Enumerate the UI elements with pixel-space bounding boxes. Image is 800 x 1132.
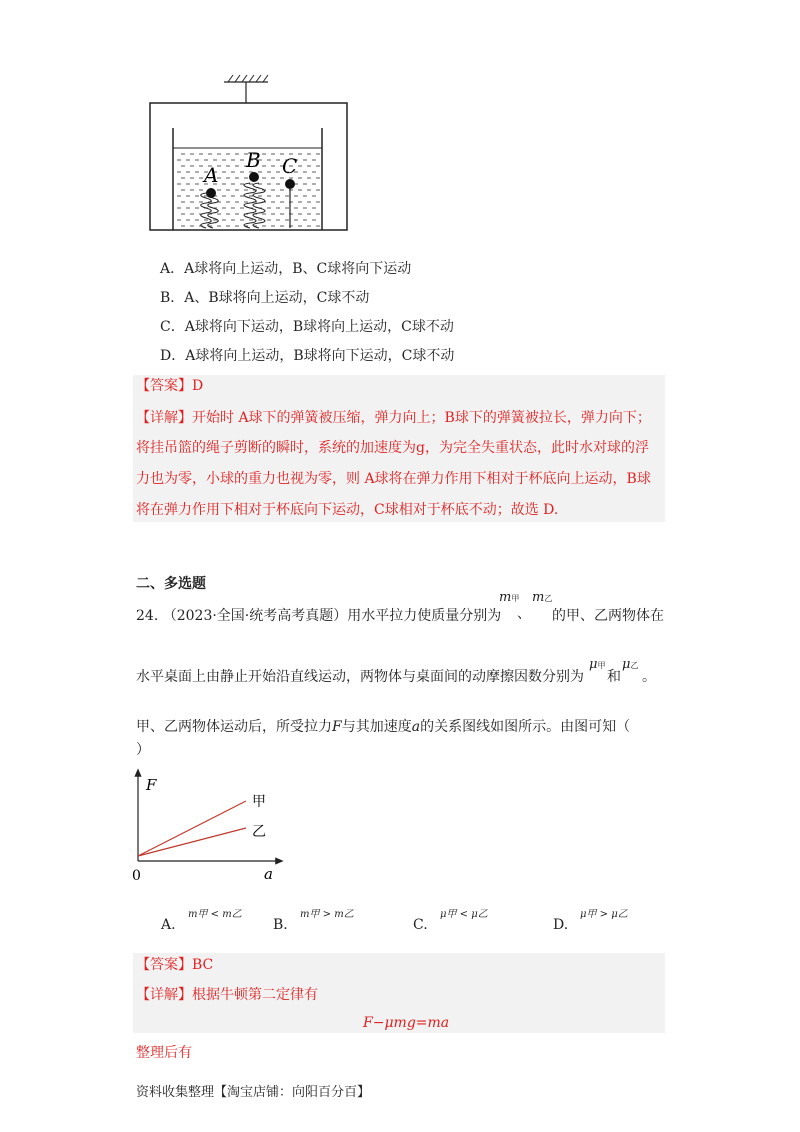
q24-line-1b: 的甲、乙两物体在 (552, 608, 664, 624)
q24-equation: F−μmg=ma (363, 1015, 450, 1031)
x-axis-label: a (264, 865, 273, 883)
label-a: A (204, 163, 219, 187)
m-yi: m乙 (532, 590, 553, 605)
section-title: 二、多选题 (136, 576, 206, 592)
q24-number: 24. (136, 608, 159, 624)
q23-detail-line-4: 将在弹力作用下相对于杯底向下运动，C球相对于杯底不动；故选 D. (136, 502, 559, 518)
origin-label: 0 (132, 868, 141, 884)
label-c: C (282, 154, 298, 178)
m-jia: m甲 (499, 590, 520, 605)
q23-option-d: D．A球将向上运动，B球将向下运动，C球不动 (160, 348, 455, 364)
q23-detail-line-2: 将挂吊篮的绳子剪断的瞬时，系统的加速度为g，为完全失重状态，此时水对球的浮 (136, 440, 649, 456)
sep: 、 (517, 606, 531, 622)
q24-line-2-end: 。 (642, 669, 656, 685)
q24-line-3: 甲、乙两物体运动后，所受拉力F与其加速度a的关系图线如图所示。由图可知（ (136, 719, 631, 735)
q24-line-2: 水平桌面上由静止开始沿直线运动，两物体与桌面间的动摩擦因数分别为 (136, 669, 584, 685)
y-axis-label: F (146, 776, 157, 794)
and-text: 和 (607, 669, 621, 685)
q23-answer: 【答案】D (136, 378, 204, 394)
mu-jia: μ甲 (589, 657, 606, 672)
line-label-yi: 乙 (252, 824, 266, 840)
force-acceleration-graph (128, 766, 288, 886)
label-b: B (246, 148, 261, 172)
footer: 资料收集整理【淘宝店铺：向阳百分百】 (136, 1085, 371, 1100)
line-jia (138, 801, 246, 856)
q23-option-a: A．A球将向上运动，B、C球将向下运动 (160, 261, 412, 277)
basket-figure (140, 70, 360, 240)
line-yi (138, 828, 246, 856)
q23-detail-line-1: 【详解】开始时 A球下的弹簧被压缩，弹力向上；B球下的弹簧被拉长，弹力向下； (136, 410, 651, 426)
q23-detail-line-3: 力也为零，小球的重力也视为零，则 A球将在弹力作用下相对于杯底向上运动，B球 (136, 471, 651, 487)
ball-c (285, 179, 295, 189)
q24-answer: 【答案】BC (136, 957, 214, 973)
q23-option-c: C．A球将向下运动，B球将向上运动，C球不动 (160, 319, 454, 335)
q23-option-b: B．A、B球将向上运动，C球不动 (160, 290, 370, 306)
ball-a (206, 188, 216, 198)
mu-yi: μ乙 (622, 657, 639, 672)
q24-line-4: ） (136, 742, 150, 758)
ball-b (249, 172, 259, 182)
q24-line-1 (136, 606, 501, 626)
after-text: 整理后有 (136, 1045, 192, 1061)
q24-detail: 【详解】根据牛顿第二定律有 (136, 987, 318, 1003)
q24-line-1a: （2023·全国·统考高考真题）用水平拉力使质量分别为 (162, 608, 502, 624)
line-label-jia: 甲 (252, 794, 266, 810)
